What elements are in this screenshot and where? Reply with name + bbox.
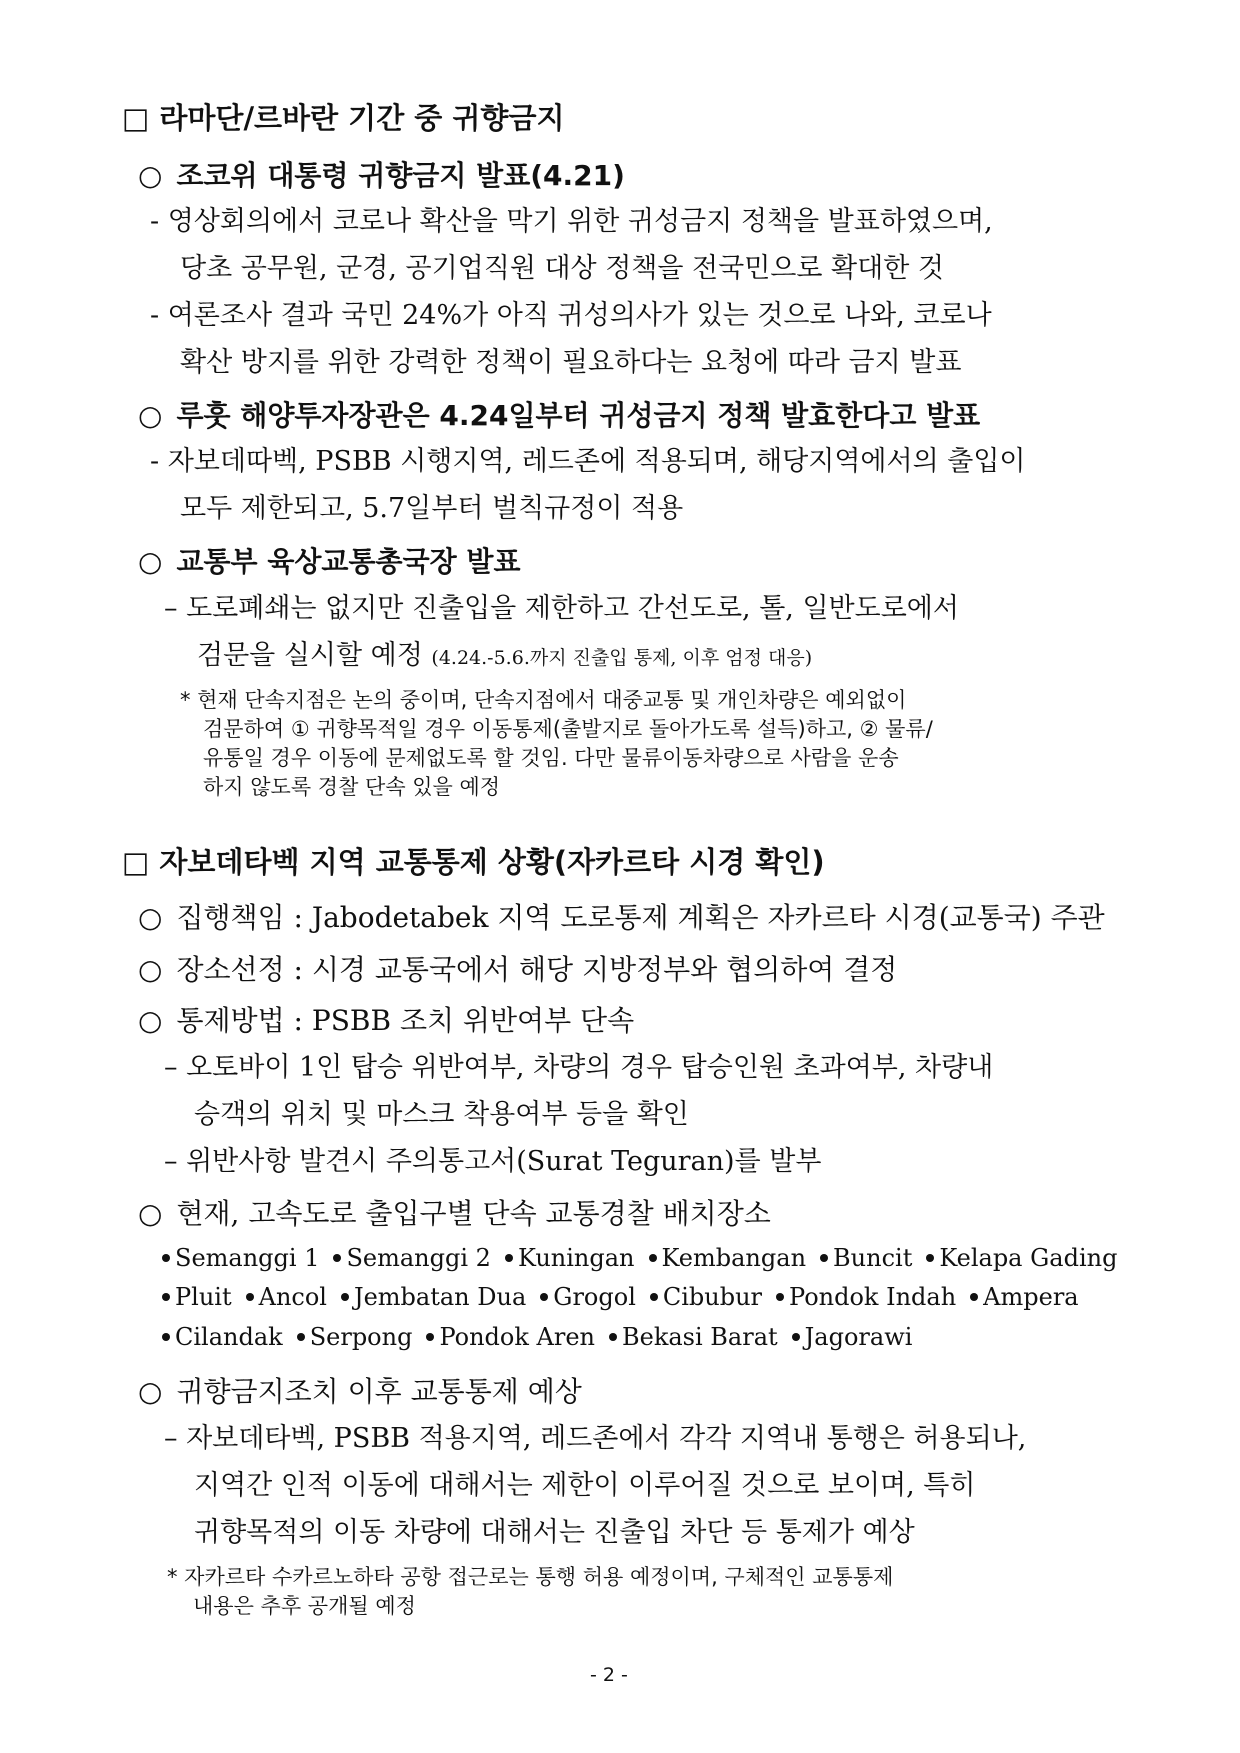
location-item: Serpong — [297, 1323, 413, 1351]
bullet-dot-icon — [341, 1293, 349, 1301]
circle-marker: ○ — [138, 159, 163, 192]
subheading — [138, 399, 981, 432]
location-item: Kuningan — [505, 1244, 635, 1272]
location-item: Pondok Aren — [426, 1323, 595, 1351]
continuation-line: 지역간 인적 이동에 대해서는 제한이 이루어질 것으로 보이며, 특히 — [194, 1470, 976, 1501]
footnote-line: * 자카르타 수카르노하타 공항 접근로는 통행 허용 예정이며, 구체적인 교통통제 — [167, 1565, 894, 1589]
list-item-text: 현재, 고속도로 출입구별 단속 교통경찰 배치장소 — [176, 1197, 771, 1230]
location-item: Kelapa Gading — [926, 1244, 1117, 1272]
continuation-text: 검문을 실시할 예정 — [197, 640, 423, 671]
bullet-dot-icon — [926, 1254, 934, 1262]
footnote-line: 유통일 경우 이동에 문제없도록 할 것임. 다만 물류이동차량으로 사람을 운송 — [203, 746, 899, 770]
continuation-line: 승객의 위치 및 마스크 착용여부 등을 확인 — [194, 1099, 689, 1130]
list-item-text: 귀향금지조치 이후 교통통제 예상 — [176, 1375, 582, 1408]
location-item: Bekasi Barat — [609, 1323, 778, 1351]
bullet-dot-icon — [649, 1254, 657, 1262]
page-number: - 2 - — [590, 1664, 628, 1686]
bullet-line: – 위반사항 발견시 주의통고서(Surat Teguran)를 발부 — [164, 1146, 822, 1177]
subheading-text: 루훗 해양투자장관은 4.24일부터 귀성금지 정책 발효한다고 발표 — [176, 399, 981, 432]
circle-marker: ○ — [138, 545, 163, 578]
footnote-line: 하지 않도록 경찰 단속 있을 예정 — [203, 775, 501, 799]
bullet-dot-icon — [650, 1293, 658, 1301]
circle-marker: ○ — [138, 1197, 163, 1230]
subheading-text: 조코위 대통령 귀향금지 발표(4.21) — [176, 159, 625, 192]
list-item-text: 장소선정 : 시경 교통국에서 해당 지방정부와 협의하여 결정 — [176, 953, 898, 986]
location-item: Semanggi 1 — [162, 1244, 319, 1272]
subheading-text: 교통부 육상교통총국장 발표 — [176, 545, 521, 578]
continuation-line — [197, 642, 812, 669]
subheading — [138, 159, 625, 192]
continuation-line: 모두 제한되고, 5.7일부터 벌칙규정이 적용 — [180, 493, 684, 524]
bullet-line: – 도로폐쇄는 없지만 진출입을 제한하고 간선도로, 톨, 일반도로에서 — [164, 593, 959, 624]
list-item — [138, 1375, 582, 1408]
location-row — [162, 1285, 1079, 1309]
location-item: Grogol — [540, 1283, 636, 1311]
bullet-dot-icon — [162, 1293, 170, 1301]
section-marker: □ — [122, 845, 150, 879]
location-item: Semanggi 2 — [333, 1244, 490, 1272]
location-item: Kembangan — [649, 1244, 807, 1272]
bullet-dot-icon — [792, 1333, 800, 1341]
circle-marker: ○ — [138, 399, 163, 432]
location-item: Buncit — [820, 1244, 912, 1272]
section-title: 라마단/르바란 기간 중 귀향금지 — [159, 101, 565, 135]
list-item-text: 통제방법 : PSBB 조치 위반여부 단속 — [176, 1004, 635, 1037]
location-item: Jembatan Dua — [341, 1283, 526, 1311]
bullet-line: – 자보데타벡, PSBB 적용지역, 레드존에서 각각 지역내 통행은 허용되나, — [164, 1423, 1027, 1454]
list-item — [138, 1197, 771, 1230]
bullet-dot-icon — [820, 1254, 828, 1262]
circle-marker: ○ — [138, 1004, 163, 1037]
bullet-dot-icon — [246, 1293, 254, 1301]
location-row — [162, 1325, 912, 1349]
list-item — [138, 953, 898, 986]
location-item: Pluit — [162, 1283, 232, 1311]
footnote-line: * 현재 단속지점은 논의 중이며, 단속지점에서 대중교통 및 개인차량은 예외없이 — [180, 688, 907, 712]
section-heading — [122, 101, 565, 135]
list-item-text: 집행책임 : Jabodetabek 지역 도로통제 계획은 자카르타 시경(교통국) 주관 — [176, 901, 1105, 934]
bullet-dot-icon — [970, 1293, 978, 1301]
bullet-dot-icon — [776, 1293, 784, 1301]
location-item: Jagorawi — [792, 1323, 913, 1351]
bullet-line: – 오토바이 1인 탑승 위반여부, 차량의 경우 탑승인원 초과여부, 차량내 — [164, 1052, 994, 1083]
location-item: Ampera — [970, 1283, 1078, 1311]
bullet-line: - 여론조사 결과 국민 24%가 아직 귀성의사가 있는 것으로 나와, 코로나 — [150, 300, 992, 331]
circle-marker: ○ — [138, 1375, 163, 1408]
subheading — [138, 545, 521, 578]
bullet-dot-icon — [162, 1254, 170, 1262]
bullet-dot-icon — [297, 1333, 305, 1341]
footnote-line: 내용은 추후 공개될 예정 — [193, 1594, 416, 1618]
bullet-dot-icon — [505, 1254, 513, 1262]
list-item — [138, 1004, 635, 1037]
bullet-dot-icon — [540, 1293, 548, 1301]
bullet-line: - 자보데따벡, PSBB 시행지역, 레드존에 적용되며, 해당지역에서의 출입이 — [150, 446, 1026, 477]
circle-marker: ○ — [138, 901, 163, 934]
section-heading — [122, 845, 825, 879]
continuation-line: 확산 방지를 위한 강력한 정책이 필요하다는 요청에 따라 금지 발표 — [180, 347, 962, 378]
location-item: Pondok Indah — [776, 1283, 956, 1311]
bullet-dot-icon — [609, 1333, 617, 1341]
location-row — [162, 1246, 1117, 1270]
location-item: Ancol — [246, 1283, 327, 1311]
section-marker: □ — [122, 101, 150, 135]
bullet-line: - 영상회의에서 코로나 확산을 막기 위한 귀성금지 정책을 발표하였으며, — [150, 206, 993, 237]
bullet-dot-icon — [333, 1254, 341, 1262]
continuation-line: 귀향목적의 이동 차량에 대해서는 진출입 차단 등 통제가 예상 — [194, 1517, 915, 1548]
footnote-line: 검문하여 ① 귀향목적일 경우 이동통제(출발지로 돌아가도록 설득)하고, ② 물류/ — [203, 717, 933, 741]
bullet-dot-icon — [426, 1333, 434, 1341]
section-title: 자보데타벡 지역 교통통제 상황(자카르타 시경 확인) — [159, 845, 825, 879]
bullet-dot-icon — [162, 1333, 170, 1341]
continuation-line: 당초 공무원, 군경, 공기업직원 대상 정책을 전국민으로 확대한 것 — [180, 253, 944, 284]
location-item: Cibubur — [650, 1283, 762, 1311]
circle-marker: ○ — [138, 953, 163, 986]
parenthetical-note: (4.24.-5.6.까지 진출입 통제, 이후 엄정 대응) — [431, 647, 813, 669]
list-item — [138, 901, 1105, 934]
location-item: Cilandak — [162, 1323, 283, 1351]
